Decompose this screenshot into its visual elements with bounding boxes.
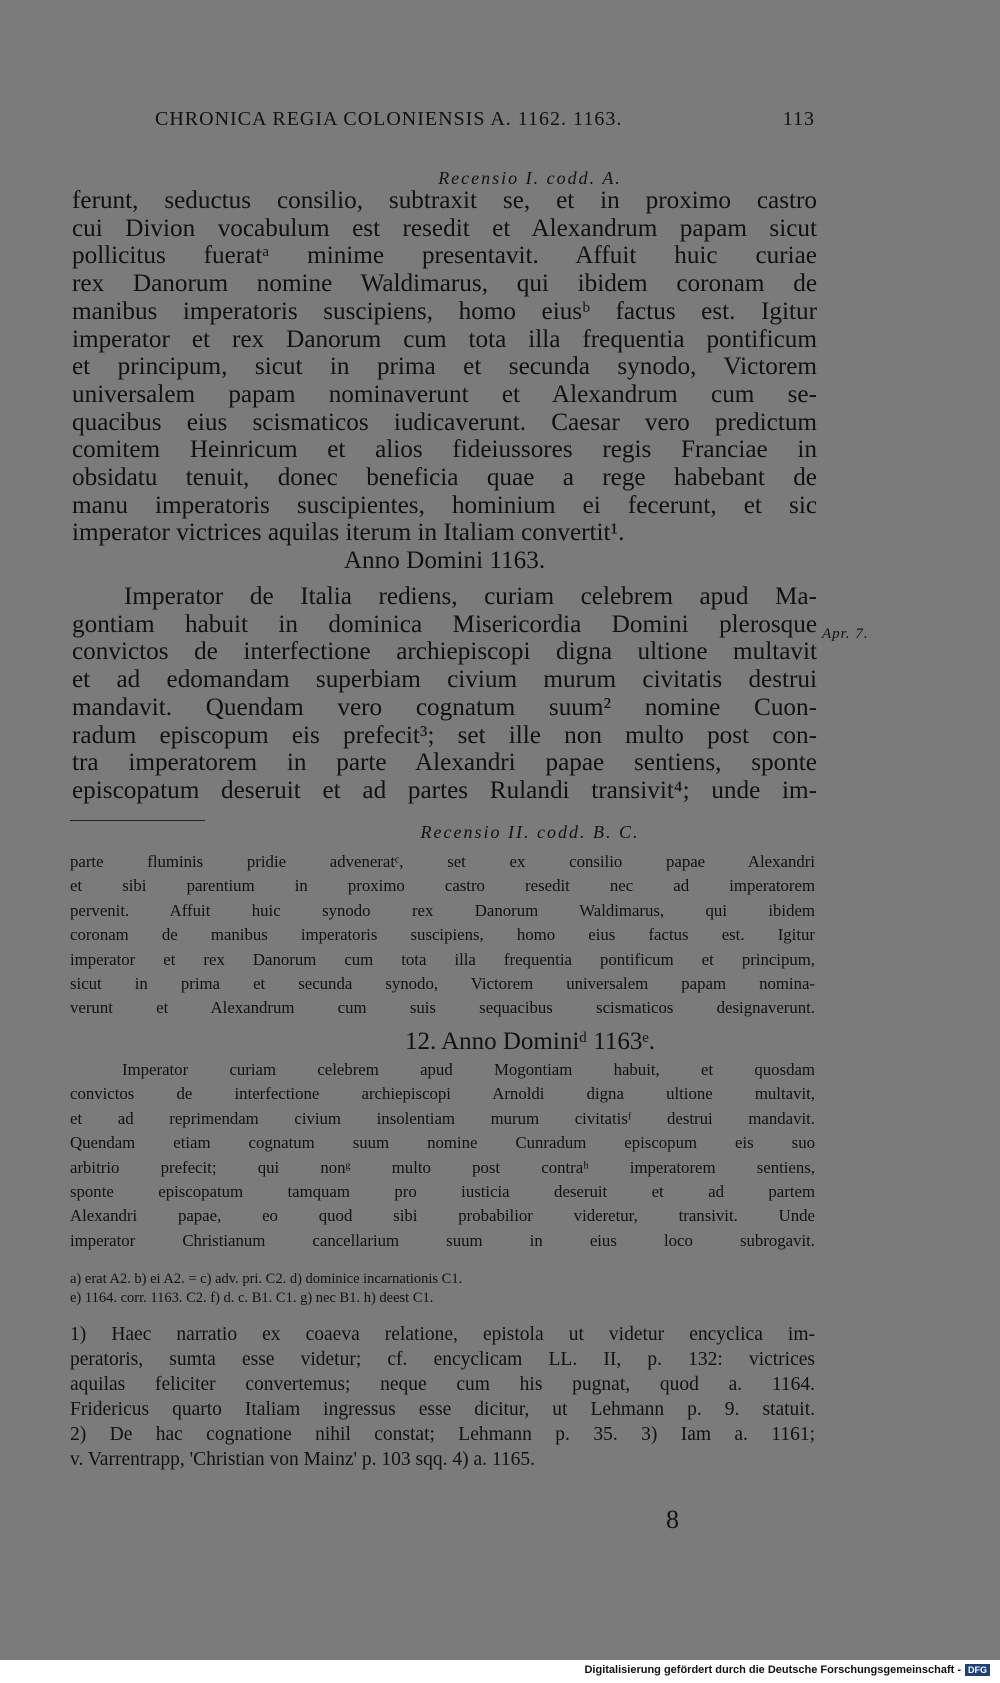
text-line: imperator et rex Danorum cum tota illa frequentia pontificum et principum, <box>70 949 815 969</box>
recensio-2-label: Recensio II. codd. B. C. <box>420 822 640 842</box>
text-line: Imperator curiam celebrem apud Mogontiam habuit, et quosdam <box>122 1060 815 1079</box>
margin-date-note: Apr. 7. <box>822 626 869 642</box>
text-line: obsidatu tenuit, donec beneficia quae a rege habebant de <box>72 464 817 492</box>
text-line: tra imperatorem in parte Alexandri papae sentiens, sponte <box>72 749 817 777</box>
running-header <box>155 108 815 131</box>
text-line: ferunt, seductus consilio, subtraxit se, et in proximo castro <box>72 187 817 214</box>
text-line: comitem Heinricum et alios fideiussores regis Franciae in <box>72 436 817 464</box>
divider-rule <box>70 820 205 821</box>
text-line: universalem papam nominaverunt et Alexandrum cum se- <box>72 380 817 408</box>
text-line: convictos de interfectione archiepiscopi digna ultione multavit <box>72 638 817 666</box>
text-line: cui Divion vocabulum est resedit et Alexandrum papam sicut <box>72 214 817 242</box>
text-line: mandavit. Quendam vero cognatum suum² nomine Cuon- <box>72 693 817 721</box>
recensio-2-text <box>70 850 815 1021</box>
text-line: parte fluminis pridie adveneratᶜ, set ex consilio papae Alexandri <box>70 852 815 871</box>
text-line: sicut in prima et secunda synodo, Victorem universalem papam nomina- <box>70 974 815 994</box>
text-line: verunt et Alexandrum cum suis sequacibus scismaticos designaverunt. <box>70 998 815 1018</box>
year-heading: Anno Domini 1163. <box>343 547 546 575</box>
text-line: rex Danorum nomine Waldimarus, qui ibidem coronam de <box>72 270 817 298</box>
text-line: et ad reprimendam civium insolentiam murum civitatisᶠ destrui mandavit. <box>70 1108 815 1128</box>
text-line: gontiam habuit in dominica Misericordia Domini plerosque <box>72 610 817 638</box>
variant-note-line: e) 1164. corr. 1163. C2. f) d. c. B1. C1. g) nec B1. h) deest C1. <box>70 1290 434 1306</box>
footnote-line: Fridericus quarto Italiam ingressus esse dicitur, ut Lehmann p. 9. statuit. <box>70 1399 815 1420</box>
text-line: episcopatum deseruit et ad partes Rulandi transivit⁴; unde im- <box>72 776 817 804</box>
text-line: et sibi parentium in proximo castro resedit nec ad imperatorem <box>70 876 815 896</box>
text-line: manibus imperatoris suscipiens, homo eiusᵇ factus est. Igitur <box>72 297 817 325</box>
dfg-logo-icon: DFG <box>965 1664 990 1676</box>
recensio-1-text <box>72 187 817 575</box>
variant-note-line: a) erat A2. b) ei A2. = c) adv. pri. C2. d) dominice incarnationis C1. <box>70 1271 463 1287</box>
running-title: CHRONICA REGIA COLONIENSIS A. 1162. 1163. <box>155 108 623 130</box>
text-line: Alexandri papae, eo quod sibi probabilior videretur, transivit. Unde <box>70 1206 815 1226</box>
footnote-line: 2) De hac cognatione nihil constat; Lehmann p. 35. 3) Iam a. 1161; <box>70 1424 815 1445</box>
sheet-number: 8 <box>666 1505 679 1534</box>
year-heading-2: 12. Anno Dominiᵈ 1163ᵉ. <box>404 1028 656 1055</box>
footer-text: Digitalisierung gefördert durch die Deutsche Forschungsgemeinschaft - <box>584 1664 961 1676</box>
text-line: quacibus eius scismaticos iudicaverunt. Caesar vero predictum <box>72 408 817 436</box>
text-line: imperator et rex Danorum cum tota illa frequentia pontificum <box>72 325 817 353</box>
footnote-line: v. Varrentrapp, 'Christian von Mainz' p. 103 sqq. 4) a. 1165. <box>70 1449 536 1470</box>
footnote-line: peratoris, sumta esse videtur; cf. encyclicam LL. II, p. 132: victrices <box>70 1349 815 1370</box>
digitization-footer <box>584 1664 990 1676</box>
footnotes <box>70 1322 815 1472</box>
text-line: Imperator de Italia rediens, curiam celebrem apud Ma- <box>124 583 817 610</box>
text-line: et ad edomandam superbiam civium murum civitatis destrui <box>72 666 817 694</box>
footnote-line: aquilas feliciter convertemus; neque cum his pugnat, quod a. 1164. <box>70 1374 815 1395</box>
text-line: arbitrio prefecit; qui nonᵍ multo post contraʰ imperatorem sentiens, <box>70 1157 815 1177</box>
text-line: coronam de manibus imperatoris suscipiens, homo eius factus est. Igitur <box>70 925 815 945</box>
recensio-1-label: Recensio I. codd. A. <box>438 168 622 188</box>
text-line: convictos de interfectione archiepiscopi Arnoldi digna ultione multavit, <box>70 1084 815 1104</box>
text-line: sponte episcopatum tamquam pro iusticia deseruit et ad partem <box>70 1182 815 1202</box>
text-line: pollicitus fueratᵃ minime presentavit. Affuit huic curiae <box>72 242 817 270</box>
page-number: 113 <box>782 108 815 130</box>
recensio-2-text-2 <box>70 1058 815 1253</box>
footnote-line: 1) Haec narratio ex coaeva relatione, epistola ut videtur encyclica im- <box>70 1324 815 1345</box>
text-line: Quendam etiam cognatum suum nomine Cunradum episcopum eis suo <box>70 1133 815 1153</box>
text-line: imperator victrices aquilas iterum in Italiam convertit¹. <box>72 519 625 547</box>
text-line: pervenit. Affuit huic synodo rex Danorum Waldimarus, qui ibidem <box>70 900 815 920</box>
text-line: et principum, sicut in prima et secunda synodo, Victorem <box>72 353 817 381</box>
variant-notes <box>70 1270 815 1308</box>
text-line: imperator Christianum cancellarium suum in eius loco subrogavit. <box>70 1230 815 1250</box>
text-line: radum episcopum eis prefecit³; set ille non multo post con- <box>72 721 817 749</box>
text-line: manu imperatoris suscipientes, hominium ei fecerunt, et sic <box>72 491 817 519</box>
recensio-1-text-2 <box>72 583 817 805</box>
